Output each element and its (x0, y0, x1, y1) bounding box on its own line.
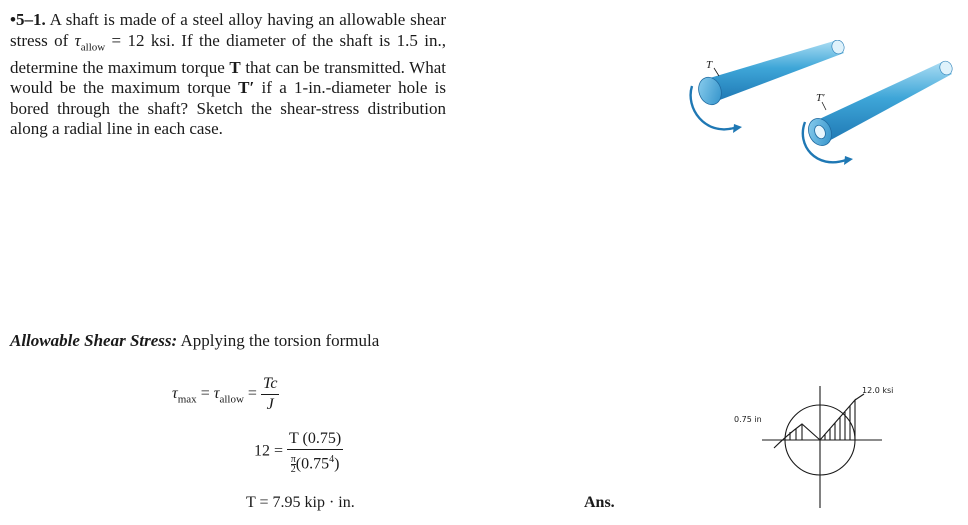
heading-italic: Allowable Shear Stress: (10, 331, 178, 350)
stress-distribution-sketch (730, 378, 962, 518)
problem-text-3: that can be transmitted. What would be the maximum torque (10, 57, 446, 98)
solution-heading (10, 331, 379, 351)
stress-label: 12.0 ksi (862, 386, 894, 395)
shaft-figure (670, 40, 960, 190)
shaft1-torque-label: T (706, 59, 713, 71)
radius-leader-line (774, 424, 820, 448)
substitution-equation: 12 = T (0.75) $\frac{\pi}{2}$ (0.75$^4$) (254, 430, 342, 476)
problem-text-4: if a 1-in.-diameter hole is bored through the shaft? Sketch the shear-stress distribution along a radial line in each case. (10, 78, 446, 139)
radius-label: 0.75 in (734, 415, 762, 424)
torque-prime-symbol: T′ (238, 78, 255, 98)
tau-symbol: τ (74, 30, 81, 50)
substitution-fraction: T (0.75) $\frac{\pi}{2}$ (0.75$^4$) (289, 430, 342, 476)
result-equation: T = 7.95 kip · in. (246, 494, 355, 511)
problem-text-2: = 12 ksi. If the diameter of the shaft is 1.5 in., determine the maximum torque (10, 30, 446, 77)
shaft2-torque-label: T′ (816, 92, 825, 104)
answer-label: Ans. (584, 494, 615, 511)
problem-number: •5–1. (10, 10, 46, 29)
hollow-shaft (803, 59, 955, 165)
torsion-formula-equation: $\tau_{max} = \tau_{allow}$ = $\frac{Tc}{J}$ (172, 375, 278, 413)
problem-statement (10, 10, 446, 140)
tc-over-j-fraction: $\frac{Tc}{J}$ (262, 375, 278, 413)
torque-symbol: T (229, 57, 241, 77)
problem-text-1: A shaft is made of a steel alloy having an allowable shear stress of (10, 10, 447, 50)
heading-rest: Applying the torsion formula (177, 331, 380, 350)
pi-over-two: $\frac{\pi}{2}$ (290, 454, 296, 476)
allow-subscript: allow (80, 40, 106, 53)
